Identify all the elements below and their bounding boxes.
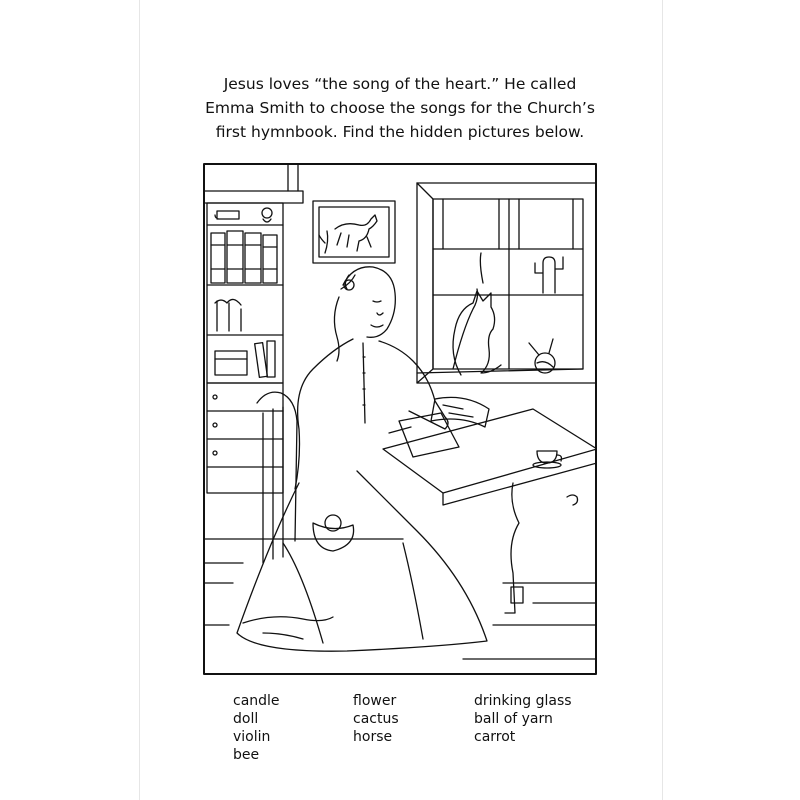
coloring-illustration [203, 163, 597, 675]
bookshelf-drawing [204, 164, 303, 493]
word-carrot: carrot [474, 729, 516, 745]
chair-drawing [257, 392, 297, 563]
woman-drawing [237, 267, 487, 651]
word-doll: doll [233, 711, 259, 727]
word-list-column-3 [474, 692, 572, 746]
word-horse: horse [353, 729, 393, 745]
intro-text [150, 72, 650, 144]
word-bee: bee [233, 747, 260, 763]
word-flower: flower [353, 693, 397, 709]
word-ball-of-yarn: ball of yarn [474, 711, 553, 727]
intro-line-3: first hymnbook. Find the hidden pictures below. [215, 123, 585, 141]
intro-line-2: Emma Smith to choose the songs for the Church’s [205, 99, 595, 117]
word-cactus: cactus [353, 711, 399, 727]
intro-line-1: Jesus loves “the song of the heart.” He called [223, 75, 577, 93]
word-list-column-1 [233, 692, 280, 764]
word-drinking-glass: drinking glass [474, 693, 572, 709]
horse-picture-drawing [313, 201, 395, 263]
word-list-column-2 [353, 692, 399, 746]
word-candle: candle [233, 693, 280, 709]
table-drawing [383, 397, 597, 613]
window-drawing [417, 183, 597, 383]
word-violin: violin [233, 729, 271, 745]
